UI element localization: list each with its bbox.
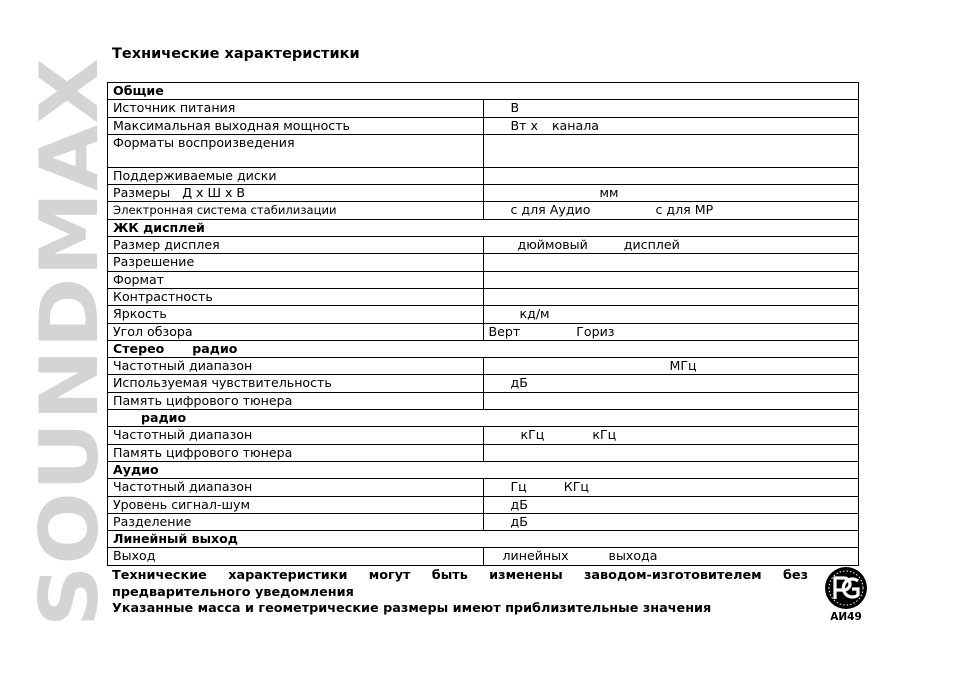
spec-value [483, 392, 859, 409]
spec-value: дБ [483, 513, 859, 530]
spec-label: Яркость [108, 306, 484, 323]
table-row [108, 306, 859, 323]
spec-label: Контрастность [108, 288, 484, 305]
spec-value: дБ [483, 375, 859, 392]
spec-value: Вт х канала [483, 117, 859, 134]
table-row [108, 479, 859, 496]
spec-value: Гц КГц [483, 479, 859, 496]
table-row [108, 271, 859, 288]
footnotes [112, 568, 808, 618]
table-row [108, 202, 859, 219]
spec-label: Частотный диапазон [108, 427, 484, 444]
table-row [108, 392, 859, 409]
table-row [108, 100, 859, 117]
spec-label: Максимальная выходная мощность [108, 117, 484, 134]
table-row [108, 427, 859, 444]
note-line-1: Технические характеристики могут быть изменены заводом-изготовителем без [112, 568, 808, 583]
spec-label: Угол обзора [108, 323, 484, 340]
spec-value [483, 444, 859, 461]
table-row [108, 167, 859, 184]
rst-certification-icon [824, 566, 868, 610]
spec-label: Разделение [108, 513, 484, 530]
spec-value: кд/м [483, 306, 859, 323]
spec-label: Размеры Д х Ш х В [108, 185, 484, 202]
spec-label: Формат [108, 271, 484, 288]
brand-text: SOUNDMAX [23, 91, 116, 627]
spec-value: мм [483, 185, 859, 202]
table-row [108, 117, 859, 134]
section-header-audio: Аудио [108, 461, 859, 478]
spec-value: дюймовый дисплей [483, 237, 859, 254]
brand-vertical-logo [23, 52, 116, 627]
spec-value: дБ [483, 496, 859, 513]
section-header-lcd: ЖК дисплей [108, 219, 859, 236]
spec-table [107, 82, 859, 566]
spec-label: Разрешение [108, 254, 484, 271]
table-row [108, 288, 859, 305]
certification-code: АИ49 [830, 611, 862, 623]
table-row [108, 375, 859, 392]
section-header-line-out: Линейный выход [108, 531, 859, 548]
table-row [108, 237, 859, 254]
spec-label: Частотный диапазон [108, 358, 484, 375]
table-row [108, 358, 859, 375]
table-row [108, 134, 859, 167]
table-row [108, 185, 859, 202]
spec-value: МГц [483, 358, 859, 375]
note-line-3: Указанные масса и геометрические размеры имеют приблизительные значения [112, 601, 712, 616]
section-header-radio: радио [108, 410, 859, 427]
spec-label: Форматы воспроизведения [108, 134, 484, 167]
table-row [108, 254, 859, 271]
certification-mark [820, 566, 872, 626]
spec-value: линейных выхода [483, 548, 859, 565]
spec-value: кГц кГц [483, 427, 859, 444]
spec-label: Размер дисплея [108, 237, 484, 254]
table-row [108, 548, 859, 565]
spec-value: В [483, 100, 859, 117]
spec-value [483, 288, 859, 305]
note-line-2: предварительного уведомления [112, 584, 354, 600]
spec-value [483, 254, 859, 271]
table-row [108, 323, 859, 340]
spec-label: Источник питания [108, 100, 484, 117]
spec-label: Уровень сигнал-шум [108, 496, 484, 513]
spec-value [483, 167, 859, 184]
spec-value [483, 134, 859, 167]
spec-label: Выход [108, 548, 484, 565]
spec-label: Частотный диапазон [108, 479, 484, 496]
spec-label: Используемая чувствительность [108, 375, 484, 392]
section-header-stereo-radio: Стерео радио [108, 340, 859, 357]
section-header-general: Общие [108, 83, 859, 100]
spec-label: Память цифрового тюнера [108, 392, 484, 409]
spec-value: с для Аудио с для МР [483, 202, 859, 219]
spec-value: Верт Гориз [483, 323, 859, 340]
spec-label: Электронная система стабилизации [108, 202, 484, 219]
page-title: Технические характеристики [112, 46, 360, 62]
spec-label: Поддерживаемые диски [108, 167, 484, 184]
spec-value [483, 271, 859, 288]
table-row [108, 513, 859, 530]
spec-label: Память цифрового тюнера [108, 444, 484, 461]
table-row [108, 496, 859, 513]
table-row [108, 444, 859, 461]
